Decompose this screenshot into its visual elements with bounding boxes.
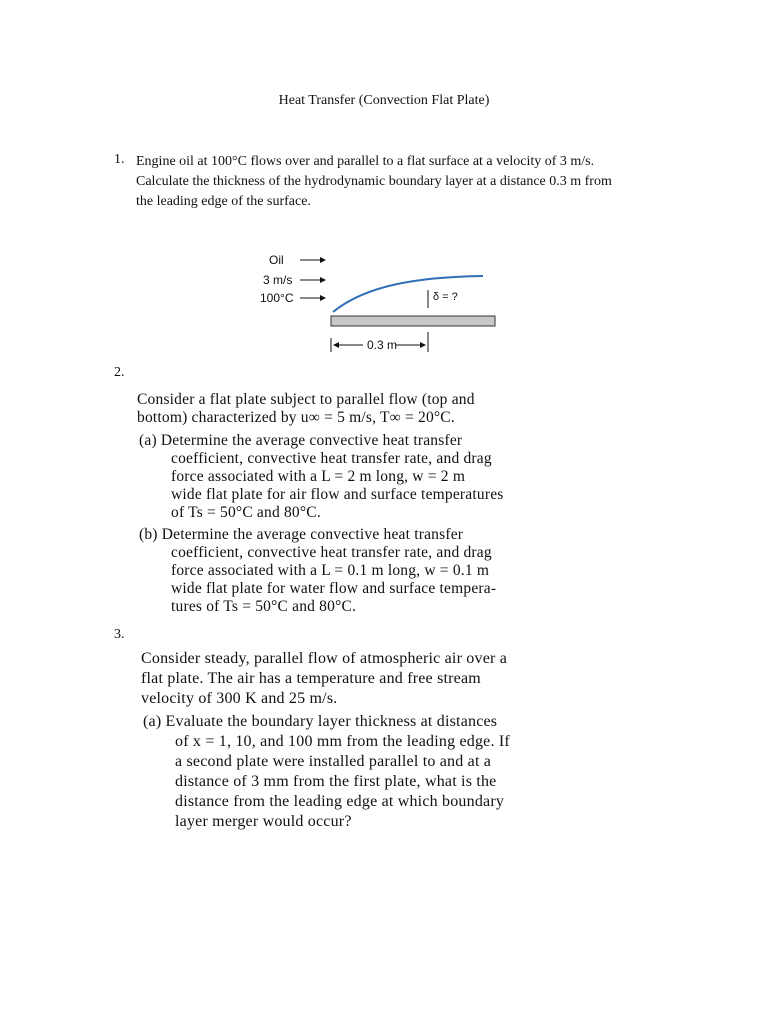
question-2b-line: (b) Determine the average convective heat transfer xyxy=(139,526,464,543)
question-1-line: Engine oil at 100°C flows over and parallel to a flat surface at a velocity of 3 m/s. xyxy=(136,154,595,169)
question-2a-line: force associated with a L = 2 m long, w = 2 m xyxy=(171,468,466,485)
question-2a-line: coefficient, convective heat transfer rate, and drag xyxy=(171,450,492,467)
question-2b-line: tures of Ts = 50°C and 80°C. xyxy=(171,598,357,615)
question-1-number: 1. xyxy=(114,152,125,167)
question-3-line: velocity of 300 K and 25 m/s. xyxy=(141,690,338,707)
velocity-label: 3 m/s xyxy=(263,273,293,287)
question-3-line: Consider steady, parallel flow of atmospheric air over a xyxy=(141,650,508,667)
boundary-layer-curve xyxy=(333,276,483,312)
question-3a-line: a second plate were installed parallel to and at a xyxy=(175,753,492,770)
question-2b-line: wide flat plate for water flow and surface tempera- xyxy=(171,580,497,597)
temperature-label: 100°C xyxy=(260,291,294,305)
question-3-line: flat plate. The air has a temperature and free stream xyxy=(141,670,481,687)
question-2-line: bottom) characterized by u∞ = 5 m/s, T∞ = 20°C. xyxy=(137,409,455,426)
question-1-line: Calculate the thickness of the hydrodynamic boundary layer at a distance 0.3 m from xyxy=(136,174,612,189)
question-2a-line: (a) Determine the average convective heat transfer xyxy=(139,432,463,449)
boundary-layer-figure xyxy=(255,250,515,360)
length-label: 0.3 m xyxy=(367,338,398,352)
question-3-part-a xyxy=(143,712,510,832)
question-3-number: 3. xyxy=(114,627,125,642)
question-2-number: 2. xyxy=(114,365,125,380)
question-2-part-b xyxy=(139,526,496,616)
question-3a-line: layer merger would occur? xyxy=(175,813,352,830)
question-2-line: Consider a flat plate subject to parallel flow (top and xyxy=(137,391,475,408)
question-2a-line: wide flat plate for air flow and surface temperatures xyxy=(171,486,504,503)
question-1-line: the leading edge of the surface. xyxy=(136,194,311,209)
question-3a-line: distance of 3 mm from the first plate, what is the xyxy=(175,773,497,790)
question-3a-line: of x = 1, 10, and 100 mm from the leading edge. If xyxy=(175,733,510,750)
delta-label: δ = ? xyxy=(433,291,458,303)
question-2-intro xyxy=(137,391,475,427)
question-1-text xyxy=(136,152,676,212)
question-2b-line: coefficient, convective heat transfer rate, and drag xyxy=(171,544,492,561)
fluid-label: Oil xyxy=(269,253,284,267)
question-2-part-a xyxy=(139,432,504,522)
flat-plate xyxy=(331,316,495,326)
question-2a-line: of Ts = 50°C and 80°C. xyxy=(171,504,321,521)
page-title: Heat Transfer (Convection Flat Plate) xyxy=(278,93,490,108)
question-3-intro xyxy=(141,649,507,709)
question-3a-line: distance from the leading edge at which boundary xyxy=(175,793,505,810)
question-3a-line: (a) Evaluate the boundary layer thickness at distances xyxy=(143,713,498,730)
question-2b-line: force associated with a L = 0.1 m long, w = 0.1 m xyxy=(171,562,490,579)
